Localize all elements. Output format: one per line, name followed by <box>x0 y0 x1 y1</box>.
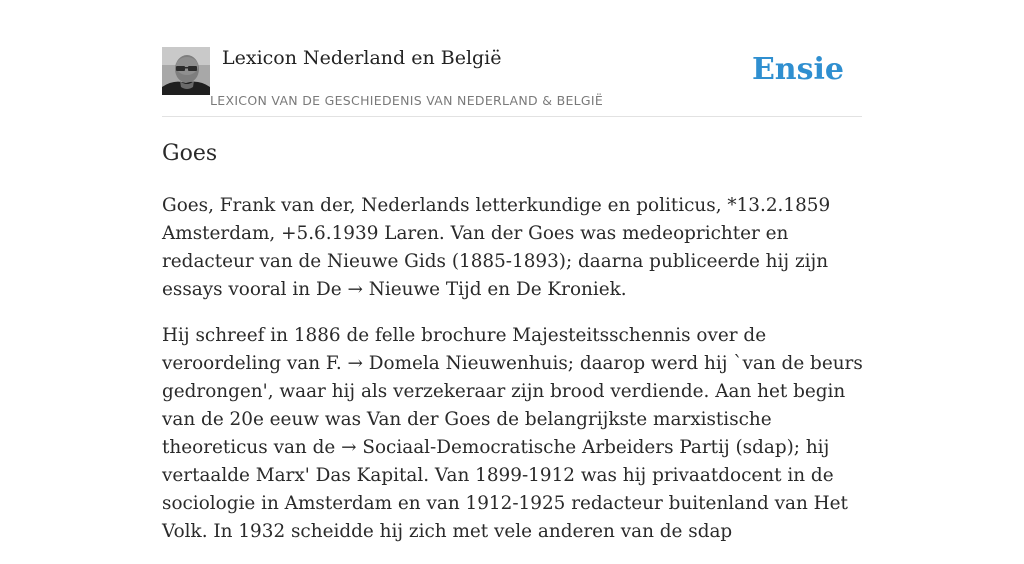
link-nieuwe-tijd[interactable]: → Nieuwe Tijd <box>347 279 482 300</box>
paragraph-text: Hij schreef in 1886 de felle brochure Majesteitsschennis over de veroordeling van F. <box>162 325 767 374</box>
article-paragraph <box>162 322 867 546</box>
page-title: Goes <box>162 141 218 166</box>
ensie-logo[interactable]: Ensie <box>751 52 844 87</box>
link-sdap[interactable]: → Sociaal-Democratische Arbeiders Partij <box>341 437 730 458</box>
lexicon-header <box>162 46 862 117</box>
article-paragraph <box>162 192 867 304</box>
lexicon-subtitle[interactable]: LEXICON VAN DE GESCHIEDENIS VAN NEDERLAND & BELGIË <box>210 93 604 108</box>
paragraph-text: ; daarop werd hij `van de beurs gedrongen', waar hij als verzekeraar zijn brood verdiende. Aan het begin van de 20e eeuw was Van der Goes de belangrijkste marxistische theoreticus van de <box>162 353 863 458</box>
article-body <box>162 192 867 564</box>
paragraph-text: (sdap); hij vertaalde Marx' Das Kapital. Van 1899-1912 was hij privaatdocent in de sociologie in Amsterdam en van 1912-1925 redacteur buitenland van Het Volk. In 1932 scheidde hij zich met vele anderen van de sdap <box>162 437 848 542</box>
author-portrait-icon <box>162 47 210 95</box>
link-domela-nieuwenhuis[interactable]: → Domela Nieuwenhuis <box>347 353 568 374</box>
lexicon-name[interactable]: Lexicon Nederland en België <box>222 47 502 69</box>
paragraph-text: en De Kroniek. <box>481 279 627 300</box>
avatar[interactable] <box>162 47 210 95</box>
paragraph-text: Goes, Frank van der, Nederlands letterkundige en politicus, *13.2.1859 Amsterdam, +5.6.1939 Laren. Van der Goes was medeoprichter en redacteur van de Nieuwe Gids (1885-1893); daarna publiceerde hij zijn essays vooral in De <box>162 195 831 300</box>
